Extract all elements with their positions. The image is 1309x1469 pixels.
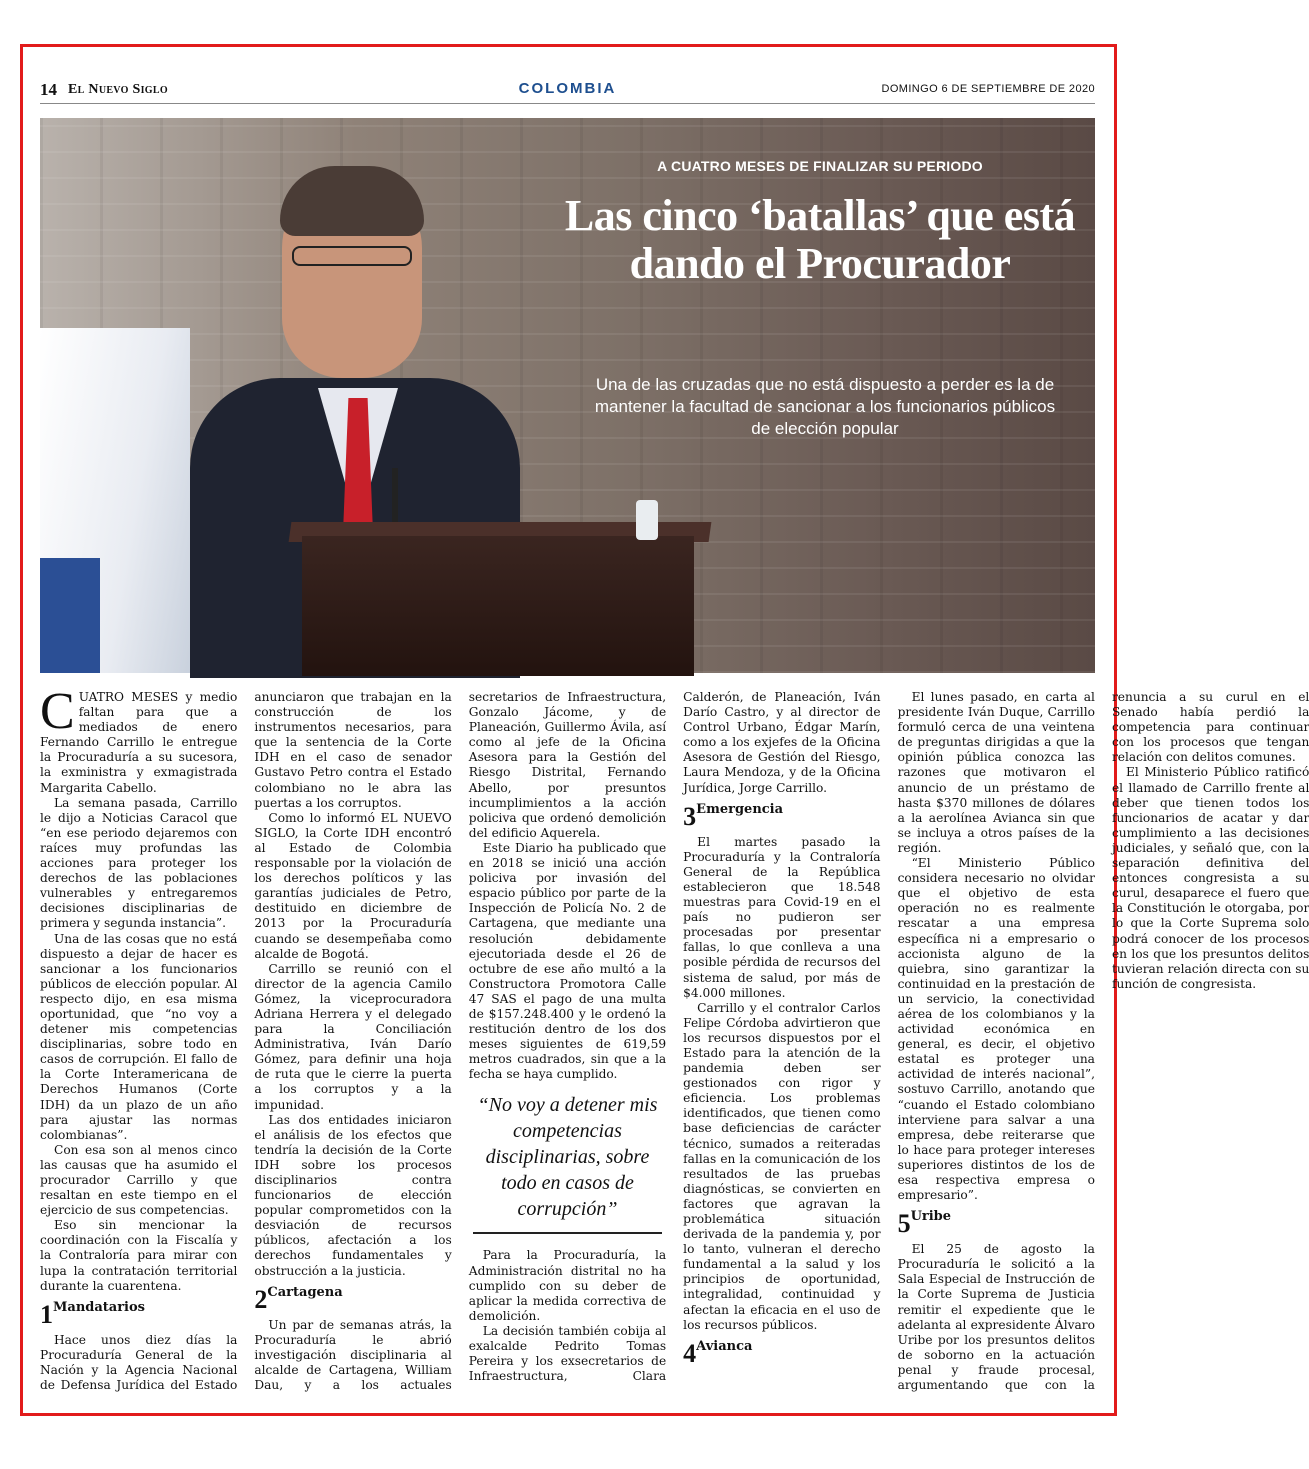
paragraph: El Ministerio Público ratificó el llamado de Carrillo frente al deber que tienen todos los funcionarios de acatar y dar cumplimiento a las decisiones judiciales, y señaló que, con la separación definitiva del entonces congresista a su curul, desaparece el fuero que la Constitución le otorgaba, por lo que la Corte Suprema solo podrá conocer de los procesos en los que los presuntos delitos tuvieran relación directa con su función de congresista. xyxy=(1111,765,1309,991)
deck: Una de las cruzadas que no está dispuesto a perder es la de mantener la facultad de sancionar a los funcionarios públicos de elección popular xyxy=(594,375,1056,439)
podium xyxy=(302,536,694,676)
paragraph: El 25 de agosto la Procuraduría le solicitó a la Sala Especial de Instrucción de la Corte Suprema de Justicia remitir el expediente que le adelanta al expresidente Álvaro Uribe por los presuntos delitos de soborno en la actuación penal y fraude procesal, argumentando que con la renuncia a su curul en el Senado había perdió la competencia para continuar con los procesos que tengan relación con delitos comunes. xyxy=(897,690,1309,1393)
speaker-glasses xyxy=(292,246,412,266)
paragraph: Con esa son al menos cinco las causas que ha asumido el procurador Carrillo y que resaltan en este tiempo en el ejercicio de sus competencias. xyxy=(40,1142,238,1218)
subhead-5: 5Uribe xyxy=(897,1209,952,1239)
subhead-4: 4Avianca xyxy=(683,1338,753,1368)
paragraph: Eso sin mencionar la coordinación con la Fiscalía y la Contraloría para mirar con lupa la contratación territorial durante la cuarentena. xyxy=(40,1218,238,1293)
paragraph: Este Diario ha publicado que en 2018 se inició una acción policiva por invasión del espacio público por parte de la Inspección de Policía No. 2 de Cartagena, que mediante una resolución debidamente ejecutoriada desde el 26 de octubre de ese año multó a la Constructora Promotora Calle 47 SAS el pago de una multa de $157.248.400 y le ordenó la restitución dentro de los dos meses siguientes de 619,59 metros cuadrados, sin que a la fecha se haya cumplido. xyxy=(468,840,667,1082)
masthead: El Nuevo Siglo xyxy=(68,82,168,97)
paragraph: El martes pasado la Procuraduría y la Contraloría General de la República establecieron que 18.548 muestras para Covid-19 en el país no pudieron ser procesadas por presentar fallas, lo que conlleva a una posible pérdida de recursos del sistema de salud, por más de $4.000 millones. xyxy=(683,834,881,1000)
page-header xyxy=(40,80,1095,104)
sanitizer-bottle xyxy=(636,500,658,540)
paragraph: La decisión también cobija al exalcalde Pedrito Tomas Pereira y los exsecretarios de Infraestructura, Clara Calderón, de Planeación, Iván Darío Castro, y al director de Control Urbano, Édgar Marín, como a los exjefes de la Oficina Asesora de Gestión del Riesgo, Laura Mendoza, y de la Oficina Jurídica, Jorge Carrillo. xyxy=(468,690,881,1384)
paragraph: La semana pasada, Carrillo le dijo a Noticias Caracol que “en ese periodo dejaremos con raíces muy profundas las acciones para proteger los derechos de las poblaciones vulnerables y entregaremos decisiones disciplinarias de primera y segunda instancia”. xyxy=(40,795,238,931)
subhead-3: 3Emergencia xyxy=(683,801,784,831)
drop-cap: C xyxy=(40,683,75,740)
article-body xyxy=(40,683,1309,1395)
paragraph: Como lo informó EL NUEVO SIGLO, la Corte IDH encontró al Estado de Colombia responsable por la violación de los derechos políticos y las garantías judiciales de Petro, destituido en diciembre de 2013 por la Procuraduría cuando se desempeñaba como alcalde de Bogotá. xyxy=(254,810,452,961)
speaker-hair xyxy=(280,166,424,236)
paragraph: Carrillo y el contralor Carlos Felipe Córdoba advirtieron que los recursos dispuestos por el Estado para la atención de la pandemia deben ser gestionados con rigor y eficiencia. Los problemas identificados, que tienen como base deficiencias de carácter técnico, sumados a reiteradas fallas en la comunicación de los resultados de las pruebas diagnósticas, se convierten en factores que agravan la problemática situación derivada de la pandemia y, por lo tanto, vulneran el derecho fundamental a la salud y los principios de oportunidad, integralidad, continuidad y afectan la eficacia en el uso de los recursos públicos. xyxy=(683,1000,881,1332)
paragraph: Un par de semanas atrás, la Procuraduría le abrió investigación disciplinaria al alcalde de Cartagena, William Dau, y a los actuales secretarios de Infraestructura, Gonzalo Jácome, y de Planeación, Guillermo Ávila, así como al jefe de la Oficina Asesora para la Gestión del Riesgo Distrital, Fernando Abello, por presuntos incumplimientos a la acción policiva que ordenó demolición del edificio Aquerela. xyxy=(254,690,667,1393)
subhead-1: 1Mandatarios xyxy=(40,1299,145,1329)
paragraph: Las dos entidades iniciaron el análisis de los efectos que tendría la decisión de la Corte IDH sobre los procesos disciplinarios contra funcionarios de elección popular comprometidos con la desviación de recursos públicos, afectación a los derechos fundamentales y obstrucción a la justicia. xyxy=(254,1112,452,1278)
paragraph: Carrillo se reunió con el director de la agencia Camilo Gómez, la viceprocuradora Adriana Herrera y el delegado para la Conciliación Administrativa, Iván Darío Gómez, para definir una hoja de ruta que le cierre la puerta a los corruptos y a la impunidad. xyxy=(254,961,452,1112)
paragraph: Hace unos diez días la Procuraduría General de la Nación y la Agencia Nacional de Defensa Jurídica del Estado anunciaron que trabajan en la construcción de los instrumentos necesarios, para que la sentencia de la Corte IDH en el caso de senador Gustavo Petro contra el Estado colombiano no le abra las puertas a los corruptos. xyxy=(40,690,452,1393)
headline: Las cinco ‘batallas’ que está dando el Procurador xyxy=(564,191,1076,288)
subhead-2: 2Cartagena xyxy=(254,1284,343,1314)
kicker: A CUATRO MESES DE FINALIZAR SU PERIODO xyxy=(657,158,983,174)
header-rule xyxy=(40,103,1095,104)
pull-quote: “No voy a detener mis competencias disciplinarias, sobre todo en casos de corrupción” xyxy=(473,1092,662,1234)
paragraph: “El Ministerio Público considera necesario no olvidar que el objetivo de esta operación no es realmente rescatar a una empresa específica ni a empresario o accionista alguno de la quiebra, sino garantizar la continuidad en la prestación de un servicio, la conectividad aérea de los colombianos y la actividad económica en general, es decir, el objetivo estatal es proteger una actividad de interés nacional”, sostuvo Carrillo, anotando que “cuando el Estado colombiano interviene para salvar a una empresa, debe reiterarse que lo hace para proteger intereses superiores distintos de los de esa respectiva empresa o empresario”. xyxy=(897,856,1095,1203)
lead-paragraph: CUATRO MESES y medio faltan para que a mediados de enero Fernando Carrillo le entregue la Procuraduría a su sucesora, la exministra y exmagistrada Margarita Cabello. xyxy=(40,683,238,795)
paragraph: El lunes pasado, en carta al presidente Iván Duque, Carrillo formuló cerca de una veintena de preguntas dirigidas a que la opinión pública conozca las razones que motivaron el anuncio de un préstamo de hasta $370 millones de dólares a la aerolínea Avianca sin que se incluya a otros países de la región. xyxy=(897,690,1095,855)
section-name: COLOMBIA xyxy=(518,80,617,97)
flag-emblem xyxy=(40,558,100,673)
issue-date: DOMINGO 6 DE SEPTIEMBRE DE 2020 xyxy=(881,83,1095,95)
page-number: 14 xyxy=(40,80,57,99)
hero-photo xyxy=(40,118,1095,673)
paragraph: Para la Procuraduría, la Administración distrital no ha cumplido con su deber de aplicar la medida correctiva de demolición. xyxy=(468,1248,667,1323)
paragraph: Una de las cosas que no está dispuesto a dejar de hacer es sancionar a los funcionarios públicos de elección popular. Al respecto dijo, en esa misma oportunidad, que “no voy a detener mis competencias disciplinarias, sobre todo en casos de corrupción. El fallo de la Corte Interamericana de Derechos Humanos (Corte IDH) da un plazo de un año para ajustar las normas colombianas”. xyxy=(40,931,238,1142)
